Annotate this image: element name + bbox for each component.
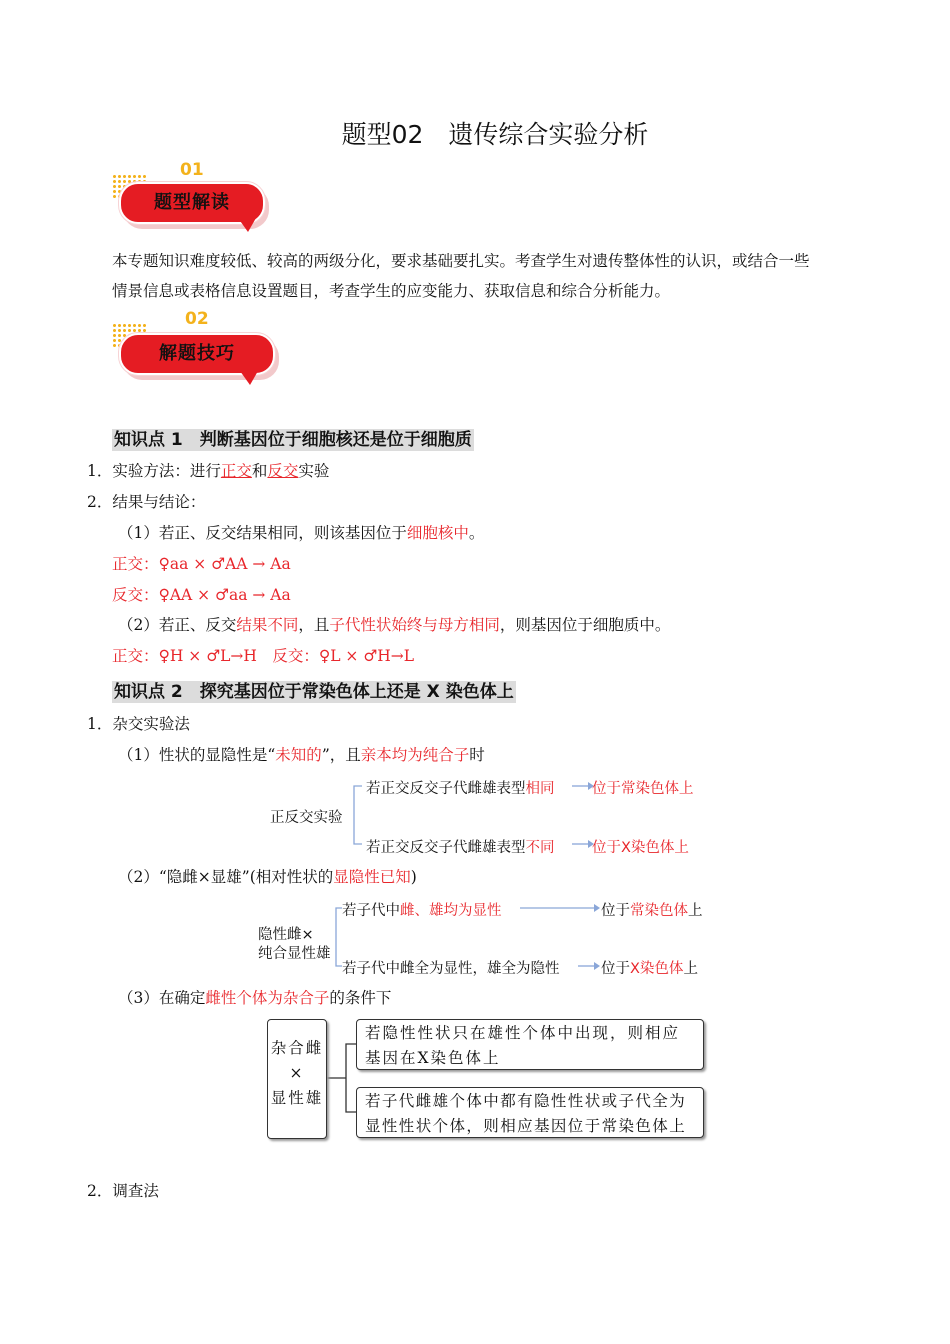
kp1-case1 — [118, 522, 484, 544]
section-label: 题型解读 — [154, 192, 230, 213]
diagram-root-line2: 纯合显性雄 — [258, 946, 331, 962]
section-pill — [119, 333, 275, 375]
text: 位于 — [601, 961, 630, 977]
term: 亲本均为纯合子 — [360, 746, 470, 764]
diagram-box-bottom — [356, 1087, 704, 1138]
text: （2）“隐雌×显雄”(相对性状的 — [118, 868, 334, 886]
box-line: 基因在X染色体上 — [365, 1049, 501, 1067]
text: 和 — [251, 462, 268, 480]
text: 。 — [468, 524, 485, 542]
kp2-m3 — [118, 987, 391, 1009]
diagram-result-bottom: 位于X染色体上 — [592, 840, 689, 856]
kp2-m2 — [118, 866, 417, 888]
text: 的条件下 — [329, 989, 392, 1007]
term-nucleus: 细胞核中 — [406, 524, 469, 542]
intro-line: 本专题知识难度较低、较高的两级分化，要求基础要扎实。考查学生对遗传整体性的认识，或结合一些 — [112, 252, 810, 270]
diagram-root-line: 杂合雌 — [270, 1039, 324, 1057]
term: 不同 — [525, 840, 555, 856]
kp2-method1: 1．杂交实验法 — [87, 715, 190, 733]
box-line: 若隐性性状只在雄性个体中出现，则相应 — [365, 1024, 681, 1042]
text: 实验 — [298, 462, 330, 480]
diagram-root-line1: 隐性雌× — [258, 927, 314, 943]
page-title: 题型02 遗传综合实验分析 — [341, 120, 649, 149]
text: ) — [410, 868, 417, 886]
diagram-result-top: 位于常染色体上 — [592, 781, 694, 797]
pill-tail-icon — [238, 218, 256, 232]
diagram-branch-bottom — [366, 836, 555, 857]
text: 上 — [683, 961, 698, 977]
text: 时 — [469, 746, 485, 764]
text: 上 — [688, 903, 703, 919]
kp1-result-heading: 2．结果与结论： — [87, 493, 206, 511]
kp1-case2 — [118, 614, 670, 636]
intro-line: 情景信息或表格信息设置题目，考查学生的应变能力、获取信息和综合分析能力。 — [112, 282, 671, 300]
kp2-heading: 知识点 2 探究基因位于常染色体上还是 X 染色体上 — [114, 682, 514, 702]
term: 雌、雄均为显性 — [400, 903, 502, 919]
diagram-branch-top — [366, 777, 555, 798]
term: 未知的 — [275, 746, 322, 764]
section-number: 02 — [185, 309, 209, 329]
text: （2）若正、反交 — [118, 616, 237, 634]
pill-tail-icon — [240, 371, 258, 385]
term: 相同 — [525, 781, 555, 797]
box-line: 若子代雌雄个体中都有隐性性状或子代全为 — [365, 1092, 687, 1110]
text: （1）性状的显隐性是“ — [118, 746, 276, 764]
term: 子代性状始终与母方相同 — [329, 616, 500, 634]
kp1-method — [87, 460, 329, 482]
kp2-method2: 2．调查法 — [87, 1182, 159, 1200]
diagram-branch-top — [342, 899, 502, 920]
diagram-branch-bottom: 若子代中雌全为显性，雄全为隐性 — [342, 961, 560, 977]
term: 结果不同 — [236, 616, 299, 634]
text: 1．实验方法：进行 — [87, 462, 221, 480]
kp1-cross-forward: 正交：♀aa × ♂AA → Aa — [112, 555, 291, 573]
section-badge-01 — [112, 160, 272, 236]
text: ，则基因位于细胞质中。 — [499, 616, 671, 634]
kp1-heading: 知识点 1 判断基因位于细胞核还是位于细胞质 — [114, 430, 472, 450]
kp1-cross-cyto: 正交：♀H × ♂L→H 反交：♀L × ♂H→L — [112, 647, 415, 665]
diagram-result-top — [601, 899, 703, 920]
text: 若正交反交子代雌雄表型 — [366, 840, 526, 856]
diagram-root-box — [267, 1019, 327, 1139]
term: 雌性个体为杂合子 — [205, 989, 330, 1007]
text: 若正交反交子代雌雄表型 — [366, 781, 526, 797]
text: 位于 — [601, 903, 630, 919]
text: 若子代中 — [342, 903, 400, 919]
kp2-m1 — [118, 744, 485, 766]
diagram-result-bottom — [601, 957, 698, 978]
kp1-cross-reverse: 反交：♀AA × ♂aa → Aa — [112, 586, 291, 604]
section-label: 解题技巧 — [159, 343, 235, 364]
term: 显隐性已知 — [333, 868, 411, 886]
term-zhengjiao: 正交 — [220, 462, 252, 480]
section-number: 01 — [180, 160, 204, 180]
term: 常染色体 — [630, 903, 688, 919]
diagram-box-top — [356, 1019, 704, 1070]
term: X染色体 — [630, 961, 684, 977]
box-line: 显性性状个体，则相应基因位于常染色体上 — [365, 1117, 687, 1135]
text: （1）若正、反交结果相同，则该基因位于 — [118, 524, 407, 542]
diagram-root-line: 显性雄 — [270, 1089, 324, 1107]
intro-paragraph — [112, 246, 872, 306]
text: ，且 — [298, 616, 330, 634]
term-fanjiao: 反交 — [267, 462, 299, 480]
text: （3）在确定 — [118, 989, 206, 1007]
diagram-root-line: × — [289, 1064, 305, 1082]
section-badge-02 — [112, 309, 282, 390]
text: ”，且 — [321, 746, 361, 764]
diagram-root: 正反交实验 — [270, 810, 343, 826]
